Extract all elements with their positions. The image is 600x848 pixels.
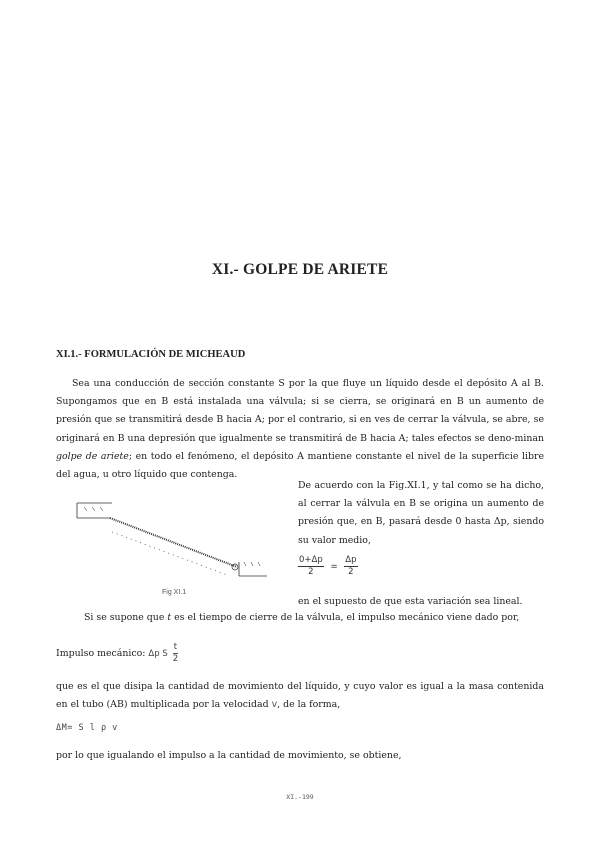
delta-m-formula: ΔM= S l ρ v — [56, 723, 118, 733]
impulso-fraction — [173, 642, 178, 665]
obtiene-text: por lo que igualando el impulso a la cantidad de movimiento, se obtiene, — [56, 750, 402, 761]
reservoir-b-water — [244, 562, 260, 566]
golpe-de-ariete-term: golpe de ariete — [56, 450, 129, 462]
equals-sign: = — [330, 561, 338, 572]
right-column-text: De acuerdo con la Fig.XI.1, y tal como se ha dicho, al cerrar la válvula en B se origina un aumento de presión que, en B, pasará desde 0 hasta Δp, siendo su valor medio, — [298, 480, 544, 546]
chapter-title: XI.- GOLPE DE ARIETE — [211, 261, 389, 278]
fraction-2 — [344, 555, 357, 578]
fraction-1 — [298, 555, 324, 578]
figure-caption: Fig XI.1 — [162, 589, 187, 596]
denominator-2: 2 — [348, 567, 354, 577]
impulso-formula — [56, 642, 178, 665]
disipa-paragraph — [56, 678, 544, 714]
section-heading: XI.1.- FORMULACIÓN DE MICHEAUD — [56, 349, 246, 360]
numerator-1: 0+Δp — [299, 555, 323, 565]
pipe-figure — [72, 494, 272, 586]
pressure-line — [112, 532, 227, 575]
supuesto-text: en el supuesto de que esta variación sea lineal. — [298, 596, 523, 607]
mean-pressure-formula — [298, 555, 358, 578]
impulso-numerator: t — [173, 642, 178, 652]
pipe — [110, 518, 237, 567]
reservoir-a-water — [84, 507, 103, 511]
denominator-1: 2 — [308, 567, 314, 577]
cierre-text-2: es el tiempo de cierre de la válvula, el impulso mecánico viene dado por, — [171, 612, 520, 623]
impulso-label: Impulso mecánico: — [56, 648, 149, 659]
intro-text-2: ; en todo el fenómeno, el depósito A mantiene constante el nivel de la superficie libre del agua, u otro líquido que contenga. — [56, 450, 544, 481]
velocity-symbol: v — [271, 699, 278, 711]
disipa-text-1: que es el que disipa la cantidad de movimiento del líquido, y cuyo valor es igual a la masa contenida en el tubo (AB) multiplicada por la velocidad — [56, 681, 544, 711]
impulso-denominator: 2 — [172, 654, 179, 664]
cierre-paragraph — [56, 612, 544, 623]
disipa-text-2: , de la forma, — [277, 699, 341, 711]
cierre-text-1: Si se supone que — [84, 612, 168, 623]
numerator-2: Δp — [345, 555, 357, 565]
t-variable: t — [167, 612, 172, 623]
intro-paragraph — [56, 375, 544, 484]
page-number: XI.-199 — [286, 793, 314, 801]
impulso-expression: Δp S — [148, 649, 168, 659]
intro-text-1: Sea una conducción de sección constante S por la que fluye un líquido desde el depósito A al B. Supongamos que en B está instalada una válvula; si se cierra, se originará en B un aumento de presión que se transmitirá desde B hacia A; por el contrario, si en ves de cerrar la válvula, se abre, se originará en B una depresión que igualmente se transmitirá de B hacia A; tales efectos se deno-minan — [56, 378, 544, 444]
